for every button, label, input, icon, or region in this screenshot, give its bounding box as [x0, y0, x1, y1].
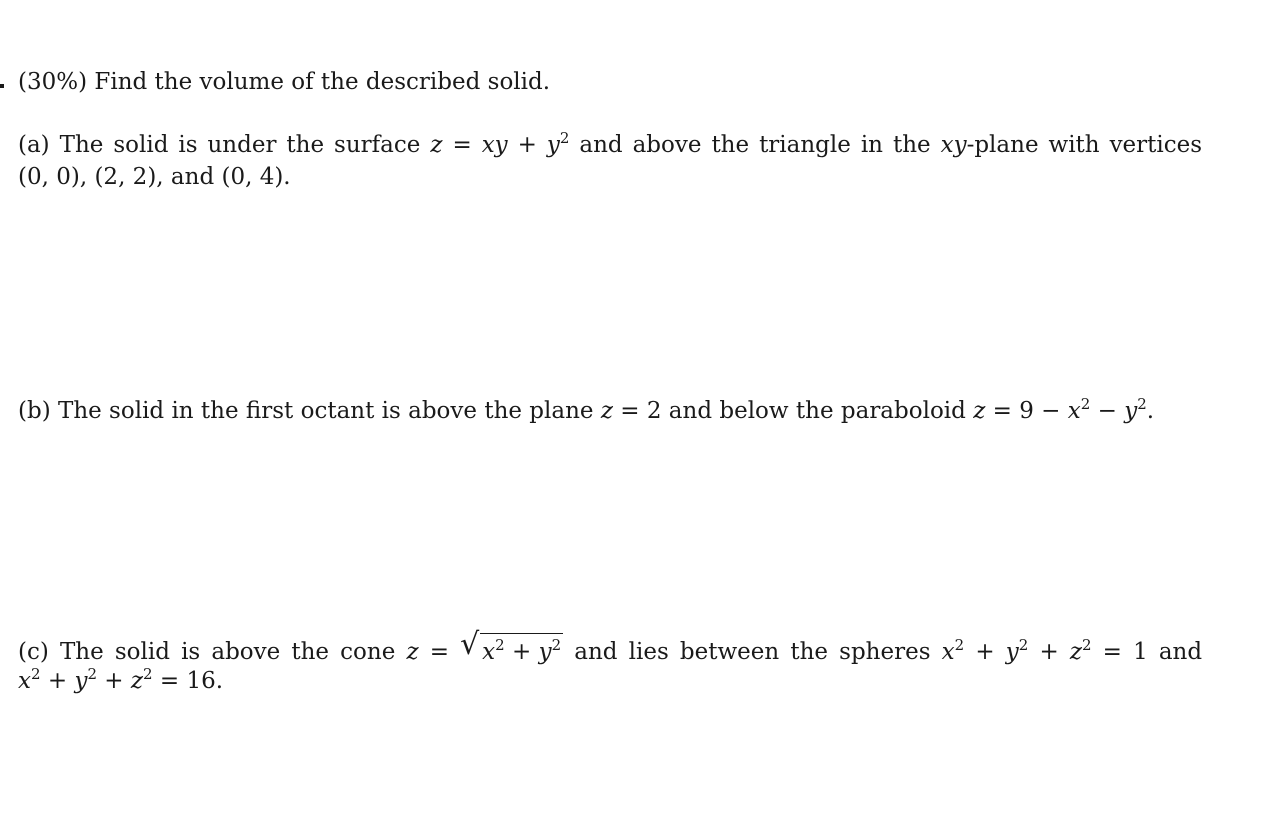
math-plus: + [512, 639, 532, 665]
sphere-1 [941, 636, 1092, 665]
math-z: z [130, 668, 144, 694]
math-exponent: 2 [143, 665, 153, 683]
part-b-lead: (b) The solid in the first octant is above the plane [18, 398, 594, 424]
sphere-2 [18, 665, 224, 694]
part-c-mid: and lies between the spheres [574, 639, 931, 665]
math-z: z [1069, 639, 1082, 665]
math-y: y [538, 639, 552, 665]
part-a-mid: and above the triangle in the [579, 132, 931, 158]
math-z: z [430, 132, 443, 158]
math-plus: + [47, 668, 68, 694]
part-b-eq1: = 2 and below the paraboloid [620, 398, 966, 424]
part-a-line-2 [18, 161, 1202, 193]
math-x: x [1067, 398, 1081, 424]
part-a-line-1 [18, 129, 1202, 161]
math-exponent: 2 [30, 665, 41, 683]
math-x: x [18, 668, 31, 694]
math-z: z [973, 398, 986, 424]
part-c-lead: (c) The solid is above the cone [18, 639, 396, 665]
radical-sign: √ [460, 627, 480, 662]
part-b-line-1 [18, 395, 1202, 427]
part-b-eq2: = 9 − [992, 398, 1061, 424]
square-root [460, 627, 563, 668]
math-xy-plane: xy [940, 132, 967, 158]
math-plus: + [975, 639, 995, 665]
math-plus: + [104, 668, 124, 694]
math-exponent: 2 [1081, 636, 1092, 654]
radicand [480, 633, 563, 668]
math-exponent: 2 [954, 636, 965, 654]
math-equals: = [429, 639, 450, 665]
part-c-line-1 [18, 627, 1203, 668]
part-a-tail: -plane with vertices [966, 132, 1203, 158]
math-z: z [600, 398, 613, 424]
math-x: x [482, 639, 496, 665]
sphere-2-rhs: = 16. [159, 668, 224, 694]
math-exponent: 2 [1137, 395, 1147, 413]
part-a-vertices: (0, 0), (2, 2), and (0, 4). [18, 164, 291, 190]
period: . [1146, 398, 1155, 424]
math-y: y [1005, 639, 1019, 665]
math-minus: − [1097, 398, 1117, 424]
math-y: y [546, 132, 560, 158]
math-exponent: 2 [1018, 636, 1029, 654]
math-equals: = [452, 132, 472, 158]
math-expression [481, 129, 570, 158]
list-marker [0, 84, 4, 88]
part-a-lead: (a) The solid is under the surface [18, 132, 421, 158]
math-exponent: 2 [87, 665, 97, 683]
math-y: y [1124, 398, 1138, 424]
problem-header-text: (30%) Find the volume of the described solid. [18, 69, 551, 95]
math-exponent: 2 [559, 129, 570, 147]
math-y: y [74, 668, 88, 694]
part-c-line-2 [18, 665, 1202, 697]
math-x: x [941, 639, 955, 665]
math-z: z [406, 639, 419, 665]
math-plus: + [517, 132, 537, 158]
problem-header [18, 66, 1202, 98]
math-exponent: 2 [495, 636, 505, 654]
math-plus: + [1039, 639, 1059, 665]
math-exponent: 2 [551, 636, 562, 654]
sphere-1-rhs: = 1 and [1102, 639, 1203, 665]
part-a-plane [941, 132, 1202, 158]
math-exponent: 2 [1080, 395, 1091, 413]
math-xy: xy [481, 132, 508, 158]
